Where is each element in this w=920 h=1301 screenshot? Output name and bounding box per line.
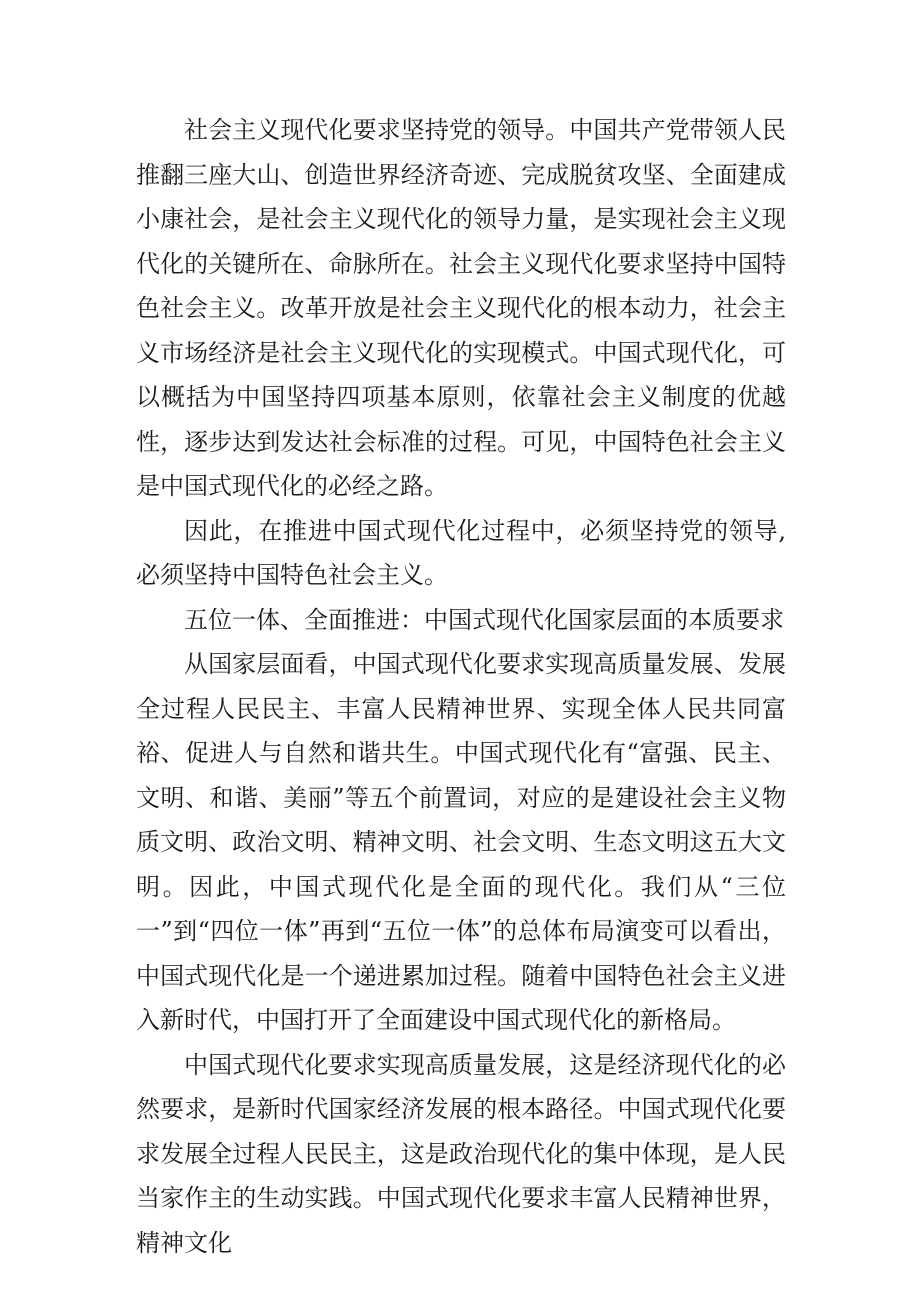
document-body xyxy=(136,108,786,1265)
section-heading: 五位一体、全面推进：中国式现代化国家层面的本质要求 xyxy=(184,605,784,634)
paragraph-conclusion: 因此，在推进中国式现代化过程中，必须坚持党的领导,必须坚持中国特色社会主义。 xyxy=(136,516,786,589)
paragraph-party-leadership: 社会主义现代化要求坚持党的领导。中国共产党带领人民推翻三座大山、创造世界经济奇迹、完成脱贫攻坚、全面建成小康社会，是社会主义现代化的领导力量，是实现社会主义现代化的关键所在、命脉所在。社会主义现代化要求坚持中国特色社会主义。改革开放是社会主义现代化的根本动力，社会主义市场经济是社会主义现代化的实现模式。中国式现代化，可以概括为中国坚持四项基本原则，依靠社会主义制度的优越性，逐步达到发达社会标准的过程。可见，中国特色社会主义是中国式现代化的必经之路。 xyxy=(136,116,786,500)
paragraph-national-level: 从国家层面看，中国式现代化要求实现高质量发展、发展全过程人民民主、丰富人民精神世界、实现全体人民共同富裕、促进人与自然和谐共生。中国式现代化有“富强、民主、文明、和谐、美丽”等五个前置词，对应的是建设社会主义物质文明、政治文明、精神文明、社会文明、生态文明这五大文明。因此，中国式现代化是全面的现代化。我们从“三位一”到“四位一体”再到“五位一体”的总体布局演变可以看出，中国式现代化是一个递进累加过程。随着中国特色社会主义进入新时代，中国打开了全面建设中国式现代化的新格局。 xyxy=(136,650,786,1034)
paragraph-high-quality-development: 中国式现代化要求实现高质量发展，这是经济现代化的必然要求，是新时代国家经济发展的根本路径。中国式现代化要求发展全过程人民民主，这是政治现代化的集中体现，是人民当家作主的生动实践。中国式现代化要求丰富人民精神世界，精神文化 xyxy=(136,1050,786,1257)
